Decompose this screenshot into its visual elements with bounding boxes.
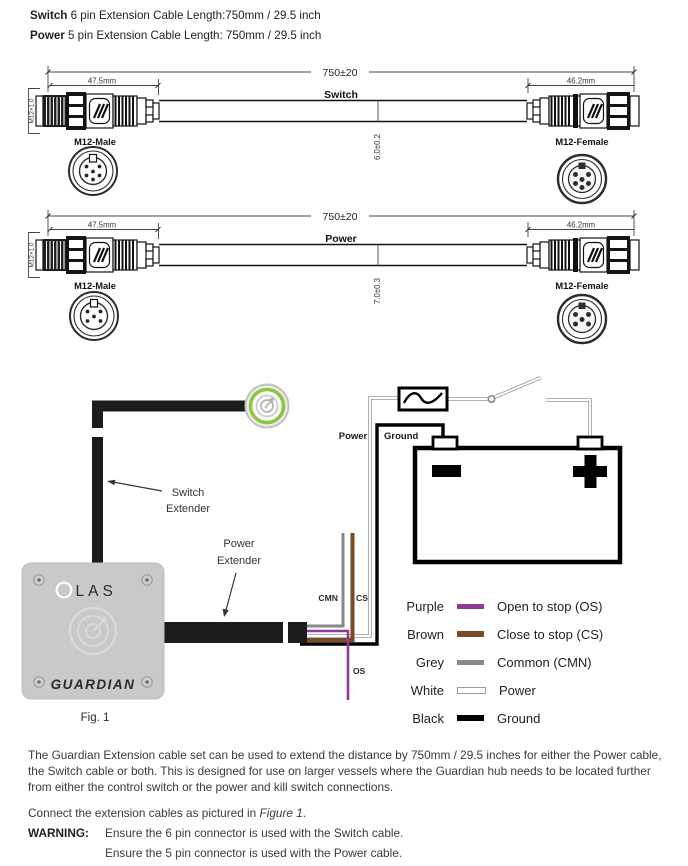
switch-male-connector [36,92,159,130]
cmn-label: CMN [318,593,338,603]
warning-text-1: Ensure the 6 pin connector is used with the Switch cable. [105,825,404,840]
battery [415,437,620,562]
figure-caption: Fig. 1 [80,712,110,724]
warning-label: WARNING: [28,825,89,840]
header-line-power [30,26,321,46]
legend-row-white [398,676,638,704]
switch-extender-line1: Switch [171,487,205,499]
power-cable-drawing [0,205,688,350]
power-spec: 5 pin Extension Cable Length: 750mm / 29.5 inch [64,29,322,42]
battery-positive-terminal [578,437,602,449]
device-model-text: GUARDIAN [50,677,136,692]
power-length-dim: 750±20 [322,211,358,223]
legend-desc: Open to stop (OS) [497,598,603,614]
switch-extender-annotation [107,480,210,515]
power-male-label: M12-Male [74,281,116,291]
ground-wire-label: Ground [384,431,419,442]
switch-cable-drawing [0,60,688,205]
connect-post: . [302,805,307,820]
os-label: OS [353,666,366,676]
power-extender-annotation [217,538,261,617]
kill-switch-lever [495,378,541,398]
connect-instruction [28,805,664,821]
warning-line-1 [28,825,664,841]
warning-line-2 [28,845,664,861]
switch-cable-name: Switch [324,89,358,101]
switch-length-dim: 750±20 [322,67,358,79]
switch-extender-arrowhead [107,480,115,486]
cs-label: CS [356,593,368,603]
power-dia-dim: 7.0±0.3 [373,278,382,304]
power-splice-block [288,622,307,643]
power-extender-line1: Power [223,538,255,550]
grey-swatch [457,660,484,665]
header-line-switch [30,6,321,26]
switch-female-dim: 46.2mm [566,76,596,86]
power-female-connector [527,236,639,274]
kill-switch-pivot [488,396,494,402]
fuse [399,388,447,410]
legend-name: Black [412,710,444,726]
switch-dia-dim: 6.0±0.2 [373,134,382,160]
device-brand-text: LAS [75,583,117,600]
legend-desc: Close to stop (CS) [497,626,604,642]
switch-female-connector [527,92,639,130]
power-thread-label: M12×1.0 [28,242,36,268]
switch-extender-line2: Extender [165,503,211,515]
legend-row-black [398,704,638,732]
cmn-wire [300,533,343,626]
legend-name: White [410,682,444,698]
power-word: Power [30,29,65,42]
power-extender-arrowhead [223,609,229,617]
legend-name: Brown [407,626,444,642]
power-female-dim: 46.2mm [566,220,596,230]
purple-swatch [457,604,484,609]
switch-male-dim: 47.5mm [87,76,117,86]
black-swatch [457,715,484,721]
olas-button [246,385,289,428]
power-extension-cable [163,622,283,643]
switch-male-label: M12-Male [74,137,116,147]
switch-spec: 6 pin Extension Cable Length:750mm / 29.5 inch [67,9,321,22]
power-male-connector [36,236,159,274]
legend-name: Grey [415,654,444,670]
switch-female-label: M12-Female [555,137,609,147]
connect-pre: Connect the extension cables as pictured in [28,805,260,820]
power-female-label: M12-Female [555,281,609,291]
page-header [30,6,321,46]
legend-desc: Ground [497,710,541,726]
description-paragraph: The Guardian Extension cable set can be used to extend the distance by 750mm / 29.5 inches for either the Power cable, the Switch cable or both. This is designed for use on larger vessels where the Guardian hub needs to be located further from either the control switch or the power and kill switch connections. [28,748,662,795]
legend-row-purple [398,592,638,620]
cs-wire [300,533,353,640]
footer-text-block [28,747,664,861]
power-wire-label: Power [338,431,368,442]
minus-symbol [432,465,461,477]
power-male-dim: 47.5mm [87,220,117,230]
legend-desc: Common (CMN) [497,654,592,670]
power-cable-name: Power [325,233,357,245]
white-swatch [457,687,486,694]
legend-row-brown [398,620,638,648]
switch-thread-label: M12×1.0 [28,98,36,124]
legend-desc: Power [499,682,536,698]
legend-name: Purple [406,598,444,614]
legend-row-grey [398,648,638,676]
brown-swatch [457,631,484,637]
battery-negative-terminal [433,437,457,449]
wire-color-legend [398,592,638,732]
guardian-device [22,563,164,699]
power-extender-line2: Extender [216,555,262,567]
warning-text-2: Ensure the 5 pin connector is used with the Power cable. [105,846,403,861]
figure-reference: Figure 1 [259,805,303,820]
switch-word: Switch [30,9,68,22]
